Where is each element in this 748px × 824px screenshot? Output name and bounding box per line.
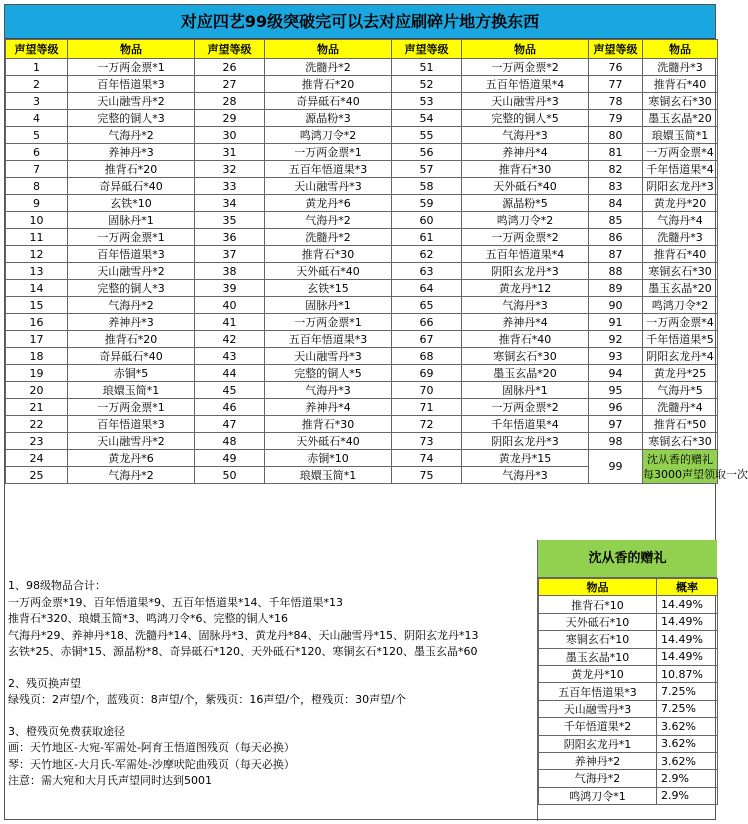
item-cell: 源晶粉*5 xyxy=(462,195,589,212)
gift-item-cell: 墨玉玄晶*10 xyxy=(539,648,657,665)
level-cell: 29 xyxy=(195,110,265,127)
gift-note-line2: 每3000声望领取一次 xyxy=(643,467,748,481)
level-cell: 56 xyxy=(392,144,462,161)
item-cell: 鸣鸿刀令*2 xyxy=(265,127,392,144)
level-cell: 25 xyxy=(6,467,68,484)
gift-item-cell: 千年悟道果*2 xyxy=(539,718,657,735)
level-cell: 86 xyxy=(589,229,643,246)
level-cell: 76 xyxy=(589,59,643,76)
gift-row xyxy=(539,718,718,735)
level-cell: 58 xyxy=(392,178,462,195)
item-cell: 一万两金票*1 xyxy=(68,399,195,416)
item-cell: 赤铜*10 xyxy=(265,450,392,467)
level-cell: 35 xyxy=(195,212,265,229)
item-cell: 黄龙丹*15 xyxy=(462,450,589,467)
gift-prob-cell: 10.87% xyxy=(657,665,718,682)
item-cell: 天山融雪丹*3 xyxy=(265,178,392,195)
level-cell: 8 xyxy=(6,178,68,195)
gift-table xyxy=(538,578,718,805)
level-cell: 51 xyxy=(392,59,462,76)
level-cell: 13 xyxy=(6,263,68,280)
gift-note-cell xyxy=(643,450,748,484)
level-cell: 37 xyxy=(195,246,265,263)
item-cell: 气海丹*2 xyxy=(265,212,392,229)
item-cell: 洗髓丹*2 xyxy=(265,229,392,246)
level-cell: 5 xyxy=(6,127,68,144)
header-row xyxy=(6,40,718,59)
item-cell: 固脉丹*1 xyxy=(462,382,589,399)
item-cell: 黄龙丹*20 xyxy=(643,195,718,212)
item-cell: 气海丹*4 xyxy=(643,212,718,229)
note-spacer xyxy=(8,709,537,724)
item-cell: 天山融雪丹*3 xyxy=(265,348,392,365)
table-row xyxy=(6,263,718,280)
item-cell: 黄龙丹*25 xyxy=(643,365,718,382)
gift-row xyxy=(539,735,718,752)
level-cell: 90 xyxy=(589,297,643,314)
item-cell: 推背石*30 xyxy=(265,246,392,263)
gift-row xyxy=(539,752,718,769)
gift-prob-cell: 2.9% xyxy=(657,770,718,787)
gift-item-cell: 五百年悟道果*3 xyxy=(539,683,657,700)
table-row xyxy=(6,59,718,76)
level-cell: 1 xyxy=(6,59,68,76)
level-cell: 33 xyxy=(195,178,265,195)
level-cell: 32 xyxy=(195,161,265,178)
level-cell: 60 xyxy=(392,212,462,229)
gift-prob-cell: 14.49% xyxy=(657,596,718,613)
level-cell: 62 xyxy=(392,246,462,263)
gift-item-cell: 推背石*10 xyxy=(539,596,657,613)
level-cell: 22 xyxy=(6,416,68,433)
gift-prob-cell: 14.49% xyxy=(657,631,718,648)
level-cell: 17 xyxy=(6,331,68,348)
header-level: 声望等级 xyxy=(589,40,643,59)
item-cell: 玄铁*15 xyxy=(265,280,392,297)
item-cell: 推背石*40 xyxy=(643,76,718,93)
header-level: 声望等级 xyxy=(195,40,265,59)
level-cell: 92 xyxy=(589,331,643,348)
item-cell: 洗髓丹*4 xyxy=(643,399,718,416)
header-item: 物品 xyxy=(265,40,392,59)
table-row xyxy=(6,365,718,382)
item-cell: 气海丹*3 xyxy=(462,297,589,314)
level-cell: 30 xyxy=(195,127,265,144)
item-cell: 完整的铜人*5 xyxy=(265,365,392,382)
level-cell: 47 xyxy=(195,416,265,433)
level-cell: 36 xyxy=(195,229,265,246)
gift-row xyxy=(539,700,718,717)
gift-header-prob: 概率 xyxy=(657,579,718,596)
item-cell: 墨玉玄晶*20 xyxy=(643,280,718,297)
gift-item-cell: 天山融雪丹*3 xyxy=(539,700,657,717)
item-cell: 黄龙丹*12 xyxy=(462,280,589,297)
level-cell: 39 xyxy=(195,280,265,297)
item-cell: 推背石*20 xyxy=(68,161,195,178)
level-cell: 24 xyxy=(6,450,68,467)
level-cell: 20 xyxy=(6,382,68,399)
level-cell: 38 xyxy=(195,263,265,280)
table-row xyxy=(6,297,718,314)
table-row xyxy=(6,93,718,110)
item-cell: 洗髓丹*3 xyxy=(643,229,718,246)
item-cell: 养神丹*3 xyxy=(68,314,195,331)
level-cell: 42 xyxy=(195,331,265,348)
level-cell: 69 xyxy=(392,365,462,382)
gift-prob-cell: 3.62% xyxy=(657,718,718,735)
level-cell: 64 xyxy=(392,280,462,297)
gift-item-cell: 寒铜玄石*10 xyxy=(539,631,657,648)
note-line: 琴：天竹地区-大月氏-军需处-沙摩吠陀曲残页（每天必换） xyxy=(8,757,295,771)
table-row xyxy=(6,195,718,212)
table-row xyxy=(6,110,718,127)
gift-prob-cell: 2.9% xyxy=(657,787,718,804)
note-line: 玄铁*25、赤铜*15、源晶粉*8、奇异砥石*120、天外砥石*120、寒铜玄石*120、墨玉玄晶*60 xyxy=(8,645,478,658)
table-row xyxy=(6,246,718,263)
item-cell: 气海丹*3 xyxy=(462,127,589,144)
table-row xyxy=(6,127,718,144)
level-cell: 66 xyxy=(392,314,462,331)
item-cell: 阴阳玄龙丹*4 xyxy=(643,348,718,365)
item-cell: 完整的铜人*5 xyxy=(462,110,589,127)
table-row xyxy=(6,178,718,195)
item-cell: 鸣鸿刀令*2 xyxy=(462,212,589,229)
item-cell: 推背石*40 xyxy=(462,331,589,348)
level-cell: 41 xyxy=(195,314,265,331)
header-item: 物品 xyxy=(462,40,589,59)
level-cell: 67 xyxy=(392,331,462,348)
table-row xyxy=(6,399,718,416)
note-line: 1、98级物品合计： xyxy=(8,579,106,592)
table-row xyxy=(6,382,718,399)
item-cell: 完整的铜人*3 xyxy=(68,110,195,127)
level-cell: 31 xyxy=(195,144,265,161)
level-cell: 43 xyxy=(195,348,265,365)
item-cell: 奇异砥石*40 xyxy=(265,93,392,110)
item-cell: 一万两金票*1 xyxy=(68,59,195,76)
item-cell: 养神丹*3 xyxy=(68,144,195,161)
table-row xyxy=(6,331,718,348)
level-cell: 46 xyxy=(195,399,265,416)
level-cell: 93 xyxy=(589,348,643,365)
header-item: 物品 xyxy=(643,40,718,59)
item-cell: 养神丹*4 xyxy=(462,314,589,331)
table-row xyxy=(6,229,718,246)
level-cell: 65 xyxy=(392,297,462,314)
level-cell: 73 xyxy=(392,433,462,450)
header-level: 声望等级 xyxy=(392,40,462,59)
table-row xyxy=(6,161,718,178)
note-line: 气海丹*29、养神丹*18、洗髓丹*14、固脉丹*3、黄龙丹*84、天山融雪丹*15、阴阳玄龙丹*13 xyxy=(8,628,479,642)
gift-prob-cell: 7.25% xyxy=(657,700,718,717)
gift-row xyxy=(539,787,718,804)
level-cell: 88 xyxy=(589,263,643,280)
level-cell: 55 xyxy=(392,127,462,144)
gift-item-cell: 黄龙丹*10 xyxy=(539,665,657,682)
item-cell: 气海丹*5 xyxy=(643,382,718,399)
level-cell: 98 xyxy=(589,433,643,450)
level-cell: 14 xyxy=(6,280,68,297)
item-cell: 五百年悟道果*3 xyxy=(265,161,392,178)
item-cell: 天山融雪丹*2 xyxy=(68,93,195,110)
item-cell: 固脉丹*1 xyxy=(68,212,195,229)
item-cell: 一万两金票*1 xyxy=(265,314,392,331)
item-cell: 千年悟道果*4 xyxy=(643,161,718,178)
level-cell: 80 xyxy=(589,127,643,144)
level-cell: 53 xyxy=(392,93,462,110)
gift-row xyxy=(539,665,718,682)
item-cell: 源晶粉*3 xyxy=(265,110,392,127)
item-cell: 寒铜玄石*30 xyxy=(643,93,718,110)
item-cell: 琅嬛玉简*1 xyxy=(643,127,718,144)
item-cell: 一万两金票*2 xyxy=(462,229,589,246)
level-cell: 16 xyxy=(6,314,68,331)
notes-section xyxy=(5,540,538,821)
reputation-table xyxy=(5,39,748,484)
level-cell: 40 xyxy=(195,297,265,314)
level-cell: 78 xyxy=(589,93,643,110)
level-cell: 23 xyxy=(6,433,68,450)
item-cell: 天山融雪丹*2 xyxy=(68,433,195,450)
level-cell: 50 xyxy=(195,467,265,484)
level-cell: 4 xyxy=(6,110,68,127)
level-cell: 28 xyxy=(195,93,265,110)
level-cell: 10 xyxy=(6,212,68,229)
item-cell: 寒铜玄石*30 xyxy=(462,348,589,365)
item-cell: 气海丹*3 xyxy=(265,382,392,399)
level-cell: 12 xyxy=(6,246,68,263)
item-cell: 奇异砥石*40 xyxy=(68,348,195,365)
level-cell: 68 xyxy=(392,348,462,365)
header-level: 声望等级 xyxy=(6,40,68,59)
level-cell: 72 xyxy=(392,416,462,433)
level-cell: 95 xyxy=(589,382,643,399)
item-cell: 寒铜玄石*30 xyxy=(643,263,718,280)
level-cell: 11 xyxy=(6,229,68,246)
level-cell: 48 xyxy=(195,433,265,450)
level-cell: 94 xyxy=(589,365,643,382)
item-cell: 一万两金票*4 xyxy=(643,314,718,331)
level-cell: 87 xyxy=(589,246,643,263)
gift-row xyxy=(539,770,718,787)
item-cell: 百年悟道果*3 xyxy=(68,246,195,263)
note-spacer xyxy=(8,661,537,676)
table-row xyxy=(6,76,718,93)
item-cell: 天山融雪丹*3 xyxy=(462,93,589,110)
note-line: 推背石*320、琅嬛玉简*3、鸣鸿刀令*6、完整的铜人*16 xyxy=(8,612,288,625)
gift-row xyxy=(539,631,718,648)
gift-prob-cell: 7.25% xyxy=(657,683,718,700)
gift-item-cell: 养神丹*2 xyxy=(539,752,657,769)
level-cell: 83 xyxy=(589,178,643,195)
table-row xyxy=(6,416,718,433)
gift-title: 沈从香的赠礼 xyxy=(538,540,717,578)
item-cell: 千年悟道果*5 xyxy=(643,331,718,348)
table-row xyxy=(6,433,718,450)
gift-header-row xyxy=(539,579,718,596)
gift-prob-cell: 3.62% xyxy=(657,752,718,769)
level-cell: 91 xyxy=(589,314,643,331)
item-cell: 一万两金票*2 xyxy=(462,59,589,76)
item-cell: 琅嬛玉简*1 xyxy=(265,467,392,484)
level-cell: 61 xyxy=(392,229,462,246)
level-cell: 81 xyxy=(589,144,643,161)
level-cell: 49 xyxy=(195,450,265,467)
gift-item-cell: 气海丹*2 xyxy=(539,770,657,787)
table-row xyxy=(6,144,718,161)
level-cell: 27 xyxy=(195,76,265,93)
item-cell: 墨玉玄晶*20 xyxy=(643,110,718,127)
level-cell: 75 xyxy=(392,467,462,484)
level-cell: 85 xyxy=(589,212,643,229)
gift-row xyxy=(539,683,718,700)
item-cell: 一万两金票*2 xyxy=(462,399,589,416)
item-cell: 养神丹*4 xyxy=(462,144,589,161)
level-cell: 97 xyxy=(589,416,643,433)
item-cell: 五百年悟道果*4 xyxy=(462,246,589,263)
item-cell: 黄龙丹*6 xyxy=(265,195,392,212)
level-cell: 96 xyxy=(589,399,643,416)
level-cell: 21 xyxy=(6,399,68,416)
item-cell: 气海丹*3 xyxy=(462,467,589,484)
item-cell: 阴阳玄龙丹*3 xyxy=(462,263,589,280)
level-cell: 59 xyxy=(392,195,462,212)
item-cell: 固脉丹*1 xyxy=(265,297,392,314)
level-cell: 99 xyxy=(589,450,643,484)
gift-prob-cell: 14.49% xyxy=(657,648,718,665)
item-cell: 养神丹*4 xyxy=(265,399,392,416)
table-row xyxy=(6,348,718,365)
gift-item-cell: 天外砥石*10 xyxy=(539,613,657,630)
item-cell: 推背石*30 xyxy=(462,161,589,178)
item-cell: 推背石*30 xyxy=(265,416,392,433)
item-cell: 完整的铜人*3 xyxy=(68,280,195,297)
level-cell: 79 xyxy=(589,110,643,127)
level-cell: 9 xyxy=(6,195,68,212)
item-cell: 推背石*20 xyxy=(68,331,195,348)
level-cell: 52 xyxy=(392,76,462,93)
item-cell: 百年悟道果*3 xyxy=(68,76,195,93)
item-cell: 推背石*50 xyxy=(643,416,718,433)
item-cell: 气海丹*2 xyxy=(68,127,195,144)
item-cell: 推背石*20 xyxy=(265,76,392,93)
item-cell: 天山融雪丹*2 xyxy=(68,263,195,280)
item-cell: 天外砥石*40 xyxy=(265,263,392,280)
table-row xyxy=(6,280,718,297)
gift-row xyxy=(539,648,718,665)
item-cell: 洗髓丹*2 xyxy=(265,59,392,76)
level-cell: 2 xyxy=(6,76,68,93)
level-cell: 3 xyxy=(6,93,68,110)
level-cell: 15 xyxy=(6,297,68,314)
level-cell: 70 xyxy=(392,382,462,399)
level-cell: 71 xyxy=(392,399,462,416)
item-cell: 阴阳玄龙丹*3 xyxy=(462,433,589,450)
item-cell: 黄龙丹*6 xyxy=(68,450,195,467)
item-cell: 天外砥石*40 xyxy=(265,433,392,450)
note-line: 3、橙残页免费获取途径 xyxy=(8,724,125,738)
item-cell: 墨玉玄晶*20 xyxy=(462,365,589,382)
level-cell: 19 xyxy=(6,365,68,382)
item-cell: 百年悟道果*3 xyxy=(68,416,195,433)
item-cell: 天外砥石*40 xyxy=(462,178,589,195)
level-cell: 77 xyxy=(589,76,643,93)
item-cell: 气海丹*2 xyxy=(68,467,195,484)
header-item: 物品 xyxy=(68,40,195,59)
level-cell: 18 xyxy=(6,348,68,365)
gift-row xyxy=(539,613,718,630)
level-cell: 54 xyxy=(392,110,462,127)
gift-prob-cell: 3.62% xyxy=(657,735,718,752)
level-cell: 34 xyxy=(195,195,265,212)
gift-note-line1: 沈从香的赠礼 xyxy=(647,452,713,466)
item-cell: 鸣鸿刀令*2 xyxy=(643,297,718,314)
level-cell: 82 xyxy=(589,161,643,178)
sheet-title: 对应四艺99级突破完可以去对应刷碎片地方换东西 xyxy=(5,5,715,39)
gift-item-cell: 鸣鸿刀令*1 xyxy=(539,787,657,804)
level-cell: 45 xyxy=(195,382,265,399)
note-line: 一万两金票*19、百年悟道果*9、五百年悟道果*14、千年悟道果*13 xyxy=(8,595,343,609)
level-cell: 44 xyxy=(195,365,265,382)
gift-item-cell: 阴阳玄龙丹*1 xyxy=(539,735,657,752)
gift-prob-cell: 14.49% xyxy=(657,613,718,630)
item-cell: 赤铜*5 xyxy=(68,365,195,382)
level-cell: 63 xyxy=(392,263,462,280)
item-cell: 推背石*40 xyxy=(643,246,718,263)
level-cell: 89 xyxy=(589,280,643,297)
spreadsheet xyxy=(4,4,748,820)
item-cell: 一万两金票*4 xyxy=(643,144,718,161)
item-cell: 五百年悟道果*4 xyxy=(462,76,589,93)
item-cell: 寒铜玄石*30 xyxy=(643,433,718,450)
level-cell: 6 xyxy=(6,144,68,161)
item-cell: 一万两金票*1 xyxy=(265,144,392,161)
item-cell: 千年悟道果*4 xyxy=(462,416,589,433)
note-line: 2、残页换声望 xyxy=(8,676,81,690)
level-cell: 74 xyxy=(392,450,462,467)
item-cell: 一万两金票*1 xyxy=(68,229,195,246)
note-line: 注意：需大宛和大月氏声望同时达到5001 xyxy=(8,774,212,787)
gift-row xyxy=(539,596,718,613)
table-row xyxy=(6,314,718,331)
table-row xyxy=(6,450,718,467)
level-cell: 26 xyxy=(195,59,265,76)
gift-section xyxy=(538,540,717,805)
table-row xyxy=(6,212,718,229)
item-cell: 五百年悟道果*3 xyxy=(265,331,392,348)
item-cell: 琅嬛玉简*1 xyxy=(68,382,195,399)
item-cell: 气海丹*2 xyxy=(68,297,195,314)
level-cell: 84 xyxy=(589,195,643,212)
note-line: 画：天竹地区-大宛-军需处-阿育王悟道图残页（每天必换） xyxy=(8,741,295,754)
item-cell: 洗髓丹*3 xyxy=(643,59,718,76)
note-line: 绿残页：2声望/个，蓝残页：8声望/个，紫残页：16声望/个，橙残页：30声望/个 xyxy=(8,693,406,706)
level-cell: 7 xyxy=(6,161,68,178)
item-cell: 玄铁*10 xyxy=(68,195,195,212)
level-cell: 57 xyxy=(392,161,462,178)
gift-header-item: 物品 xyxy=(539,579,657,596)
item-cell: 奇异砥石*40 xyxy=(68,178,195,195)
item-cell: 阴阳玄龙丹*3 xyxy=(643,178,718,195)
